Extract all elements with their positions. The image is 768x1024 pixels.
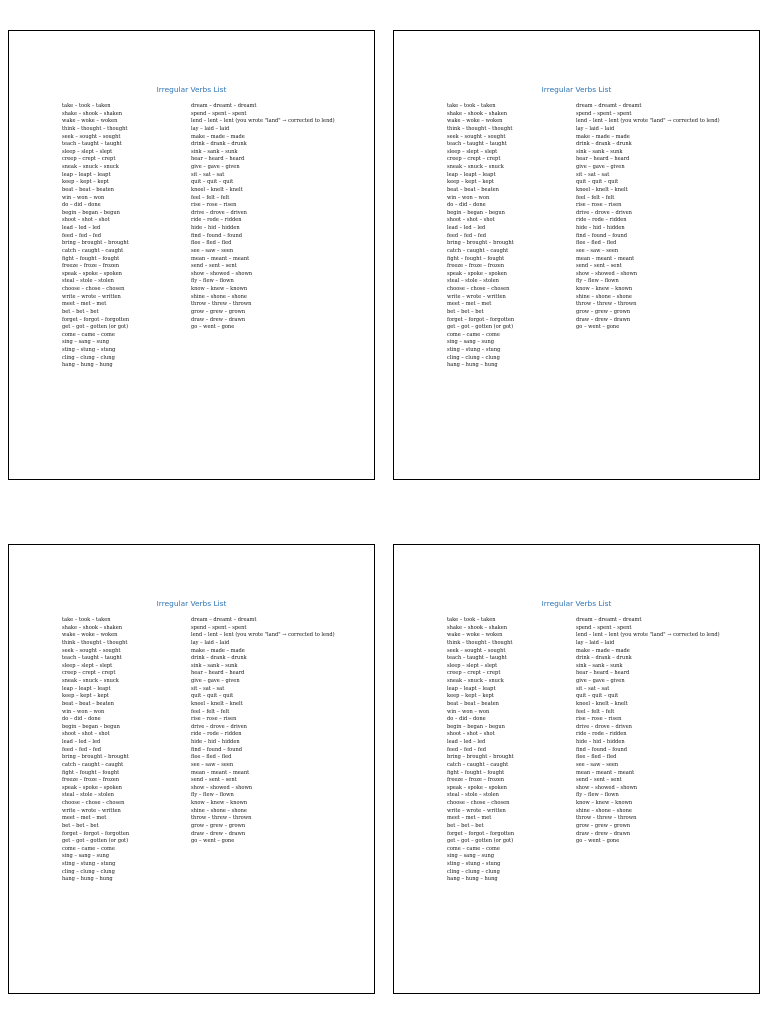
verb-form-entry: fight – fought – fought xyxy=(62,255,120,262)
verb-form-entry: send – sent – sent xyxy=(191,263,237,270)
verb-form-entry: grow – grew – grown xyxy=(191,308,246,315)
verb-form-entry: sleep – slept – slept xyxy=(62,148,113,155)
verb-form-entry: meet – met – met xyxy=(447,815,492,822)
verb-form-entry: bring – brought – brought xyxy=(62,754,129,761)
verb-form-entry: choose – chose – chosen xyxy=(447,800,510,806)
verb-form-entry: mean – meant – meant xyxy=(576,255,635,262)
verb-form-entry: dream – dreamt – dreamt xyxy=(576,103,642,109)
verb-form-entry: catch – caught – caught xyxy=(447,247,509,254)
verb-form-entry: leap – leapt – leapt xyxy=(447,171,496,178)
verb-form-entry: keep – kept – kept xyxy=(447,179,494,186)
verb-form-entry: fight – fought – fought xyxy=(447,769,505,776)
verb-form-entry: mean – meant – meant xyxy=(191,255,250,262)
verb-form-entry: leap – leapt – leapt xyxy=(62,685,111,692)
verb-form-entry: mean – meant – meant xyxy=(191,769,250,776)
verb-form-entry: meet – met – met xyxy=(447,301,492,308)
verbs-left-column xyxy=(62,617,129,884)
verb-form-entry: lay – laid – laid xyxy=(576,125,615,132)
verb-form-entry: give – gave – given xyxy=(576,164,625,170)
verb-form-entry: leap – leapt – leapt xyxy=(62,171,111,178)
verb-form-entry: catch – caught – caught xyxy=(447,761,509,768)
verb-form-entry: throw – threw – thrown xyxy=(191,301,252,308)
verb-form-entry: do – did – done xyxy=(62,716,101,723)
verb-form-entry: sneak – snuck – snuck xyxy=(62,678,119,684)
verb-form-entry: feed – fed – fed xyxy=(62,746,102,753)
verb-form-entry: feel – felt – felt xyxy=(576,708,615,715)
verb-form-entry: bring – brought – brought xyxy=(447,240,514,247)
verb-form-entry: freeze – froze – frozen xyxy=(62,777,120,784)
verb-form-entry: flee – fled – fled xyxy=(191,240,232,247)
verb-form-entry: see – saw – seen xyxy=(576,247,619,254)
verb-form-entry: shoot – shot – shot xyxy=(447,731,495,738)
verb-form-entry: see – saw – seen xyxy=(191,761,234,768)
verb-form-entry: bet – bet – bet xyxy=(447,308,484,315)
verb-form-entry: sneak – snuck – snuck xyxy=(447,164,504,170)
verb-form-entry: teach – taught – taught xyxy=(62,655,122,662)
verb-form-entry: hide – hid – hidden xyxy=(576,739,625,745)
verb-form-entry: shake – shook – shaken xyxy=(447,110,508,117)
verbs-left-column xyxy=(447,103,514,370)
verb-form-entry: shoot – shot – shot xyxy=(62,217,110,224)
verb-form-entry: hang – hung – hung xyxy=(447,876,498,883)
verb-form-entry: speak – spoke – spoken xyxy=(62,784,122,791)
verb-form-entry: kneel – knelt – knelt xyxy=(191,186,243,193)
verb-form-entry: shoot – shot – shot xyxy=(447,217,495,224)
verb-form-entry: ride – rode – ridden xyxy=(576,217,627,224)
verb-form-entry: sting – stung – stung xyxy=(62,861,116,867)
verb-form-entry: draw – drew – drawn xyxy=(576,830,631,837)
verb-form-entry: mean – meant – meant xyxy=(576,769,635,776)
verb-form-entry: keep – kept – kept xyxy=(447,693,494,700)
verb-form-entry: shake – shook – shaken xyxy=(62,110,123,117)
verb-form-entry: speak – spoke – spoken xyxy=(62,270,122,277)
verb-form-entry: drink – drank – drunk xyxy=(576,141,632,148)
document-title: Irregular Verbs List xyxy=(541,599,612,608)
verb-form-entry: rise – rose – risen xyxy=(191,202,237,209)
verb-form-entry: lay – laid – laid xyxy=(576,639,615,646)
verb-form-entry: drink – drank – drunk xyxy=(191,655,247,662)
verb-form-entry: feed – fed – fed xyxy=(447,746,487,753)
verb-form-entry: take – took – taken xyxy=(62,617,111,623)
document-page-1 xyxy=(8,30,375,480)
verb-form-entry: keep – kept – kept xyxy=(62,693,109,700)
verb-form-entry: do – did – done xyxy=(447,202,486,209)
verb-form-entry: find – found – found xyxy=(191,746,243,753)
verb-form-entry: seek – sought – sought xyxy=(62,133,121,140)
verb-form-entry: forget – forgot – forgotten xyxy=(62,830,130,837)
verb-form-entry: flee – fled – fled xyxy=(576,754,617,761)
verb-form-entry: get – got – gotten (or got) xyxy=(447,324,514,331)
verb-form-entry: come – came – come xyxy=(447,331,500,338)
verb-form-entry: write – wrote – written xyxy=(447,293,506,300)
verbs-left-column xyxy=(447,617,514,884)
verb-form-entry: send – sent – sent xyxy=(576,263,622,270)
verb-form-entry: go – went – gone xyxy=(576,838,620,845)
verb-form-entry: shake – shook – shaken xyxy=(447,624,508,631)
verb-form-entry: feel – felt – felt xyxy=(191,708,230,715)
verb-form-entry: creep – crept – crept xyxy=(62,670,116,677)
verb-form-entry: grow – grew – grown xyxy=(576,822,631,829)
verb-form-entry: sneak – snuck – snuck xyxy=(447,678,504,684)
verbs-right-column xyxy=(191,103,341,332)
verb-form-entry: beat – beat – beaten xyxy=(447,186,499,193)
verb-form-entry: lay – laid – laid xyxy=(191,125,230,132)
verb-form-entry: sting – stung – stung xyxy=(447,347,501,353)
verb-form-entry: show – showed – shown xyxy=(576,784,638,791)
verb-form-entry: hang – hung – hung xyxy=(447,362,498,369)
verb-form-entry: go – went – gone xyxy=(191,324,235,331)
verb-form-entry: hide – hid – hidden xyxy=(191,225,240,231)
verb-form-entry: choose – chose – chosen xyxy=(447,286,510,292)
verb-form-entry: do – did – done xyxy=(62,202,101,209)
verb-form-entry: steal – stole – stolen xyxy=(447,278,499,285)
verb-form-entry: steal – stole – stolen xyxy=(447,792,499,799)
verb-form-entry: dream – dreamt – dreamt xyxy=(576,617,642,623)
verb-form-entry: sink – sank – sunk xyxy=(191,662,238,669)
verb-form-entry: sing – sang – sung xyxy=(447,339,494,346)
verb-form-entry: know – knew – known xyxy=(576,286,633,292)
verb-form-entry: shine – shone – shone xyxy=(191,807,247,814)
verb-form-entry: seek – sought – sought xyxy=(62,647,121,654)
verb-form-entry: make – made – made xyxy=(191,647,245,654)
verb-form-entry: sleep – slept – slept xyxy=(447,148,498,155)
verb-form-entry: seek – sought – sought xyxy=(447,647,506,654)
verb-form-entry: lay – laid – laid xyxy=(191,639,230,646)
verb-form-entry: forget – forgot – forgotten xyxy=(447,830,515,837)
verb-form-entry: meet – met – met xyxy=(62,301,107,308)
verb-form-entry: lead – led – led xyxy=(447,225,486,231)
verb-form-entry: choose – chose – chosen xyxy=(62,286,125,292)
verb-form-entry: begin – began – begun xyxy=(62,209,120,216)
verb-form-entry: drink – drank – drunk xyxy=(576,655,632,662)
verb-form-entry: sneak – snuck – snuck xyxy=(62,164,119,170)
verb-form-entry: shine – shone – shone xyxy=(576,293,632,300)
verbs-right-column xyxy=(576,617,726,846)
verb-form-entry: send – sent – sent xyxy=(191,777,237,784)
verb-form-entry: think – thought – thought xyxy=(62,639,128,646)
verb-form-entry: forget – forgot – forgotten xyxy=(447,316,515,323)
verb-form-entry: make – made – made xyxy=(576,133,630,140)
verb-form-entry: cling – clung – clung xyxy=(62,354,115,361)
verb-form-entry: hide – hid – hidden xyxy=(191,739,240,745)
verb-form-entry: dream – dreamt – dreamt xyxy=(191,617,257,623)
verb-form-entry: bet – bet – bet xyxy=(447,822,484,829)
verb-form-entry: meet – met – met xyxy=(62,815,107,822)
verb-form-entry: write – wrote – written xyxy=(62,807,121,814)
document-page-3 xyxy=(8,544,375,994)
verb-form-entry: bring – brought – brought xyxy=(447,754,514,761)
verb-form-entry: win – won – won xyxy=(447,708,490,715)
verb-form-entry: wake – woke – woken xyxy=(447,632,503,639)
verb-form-entry: sleep – slept – slept xyxy=(447,662,498,669)
document-title: Irregular Verbs List xyxy=(156,85,227,94)
verb-form-entry: kneel – knelt – knelt xyxy=(191,700,243,707)
verb-form-entry: sit – sat – sat xyxy=(576,685,610,692)
verb-form-entry: steal – stole – stolen xyxy=(62,792,114,799)
verb-form-entry: flee – fled – fled xyxy=(576,240,617,247)
verb-form-entry: beat – beat – beaten xyxy=(62,700,114,707)
verb-form-entry: hang – hung – hung xyxy=(62,362,113,369)
verbs-right-column xyxy=(576,103,726,332)
verb-form-entry: keep – kept – kept xyxy=(62,179,109,186)
verb-form-entry: give – gave – given xyxy=(191,164,240,170)
verb-form-entry: creep – crept – crept xyxy=(447,670,501,677)
verb-form-entry: spend – spent – spent xyxy=(191,624,247,631)
verb-form-entry: freeze – froze – frozen xyxy=(447,263,505,270)
verb-form-entry: sing – sang – sung xyxy=(447,853,494,860)
verb-form-entry: teach – taught – taught xyxy=(447,141,507,148)
verb-form-entry: sting – stung – stung xyxy=(447,861,501,867)
verb-form-entry: see – saw – seen xyxy=(191,247,234,254)
verb-form-entry: feel – felt – felt xyxy=(191,194,230,201)
verb-form-entry: sink – sank – sunk xyxy=(576,148,623,155)
verb-form-entry: freeze – froze – frozen xyxy=(447,777,505,784)
verb-form-entry: see – saw – seen xyxy=(576,761,619,768)
verb-form-entry: give – gave – given xyxy=(191,678,240,684)
verb-form-entry: lend – lent – lent (you wrote "land" → corrected to lend) xyxy=(191,118,335,125)
verb-form-entry: shake – shook – shaken xyxy=(62,624,123,631)
verb-form-entry: grow – grew – grown xyxy=(191,822,246,829)
verb-form-entry: know – knew – known xyxy=(191,800,248,806)
verb-form-entry: lend – lent – lent (you wrote "land" → corrected to lend) xyxy=(576,632,720,639)
verb-form-entry: ride – rode – ridden xyxy=(191,217,242,224)
verb-form-entry: sink – sank – sunk xyxy=(576,662,623,669)
verb-form-entry: begin – began – begun xyxy=(447,723,505,730)
verb-form-entry: rise – rose – risen xyxy=(576,716,622,723)
verbs-left-column xyxy=(62,103,129,370)
verb-form-entry: seek – sought – sought xyxy=(447,133,506,140)
verb-form-entry: dream – dreamt – dreamt xyxy=(191,103,257,109)
verb-form-entry: win – won – won xyxy=(62,708,105,715)
verb-form-entry: shine – shone – shone xyxy=(576,807,632,814)
verb-form-entry: drive – drove – driven xyxy=(191,209,247,216)
verb-form-entry: find – found – found xyxy=(576,232,628,239)
verb-form-entry: creep – crept – crept xyxy=(62,156,116,163)
verb-form-entry: write – wrote – written xyxy=(62,293,121,300)
verb-form-entry: show – showed – shown xyxy=(191,784,253,791)
verb-form-entry: rise – rose – risen xyxy=(191,716,237,723)
verb-form-entry: lead – led – led xyxy=(62,739,101,745)
verb-form-entry: shine – shone – shone xyxy=(191,293,247,300)
verb-form-entry: quit – quit – quit xyxy=(576,179,619,186)
verb-form-entry: sting – stung – stung xyxy=(62,347,116,353)
verb-form-entry: find – found – found xyxy=(576,746,628,753)
verb-form-entry: hide – hid – hidden xyxy=(576,225,625,231)
verb-form-entry: write – wrote – written xyxy=(447,807,506,814)
verb-form-entry: know – knew – known xyxy=(576,800,633,806)
verb-form-entry: take – took – taken xyxy=(447,617,496,623)
verb-form-entry: come – came – come xyxy=(62,845,115,852)
verb-form-entry: bet – bet – bet xyxy=(62,308,99,315)
verb-form-entry: drive – drove – driven xyxy=(191,723,247,730)
verb-form-entry: get – got – gotten (or got) xyxy=(62,324,129,331)
verb-form-entry: go – went – gone xyxy=(576,324,620,331)
verb-form-entry: do – did – done xyxy=(447,716,486,723)
verb-form-entry: come – came – come xyxy=(62,331,115,338)
verb-form-entry: feel – felt – felt xyxy=(576,194,615,201)
verb-form-entry: grow – grew – grown xyxy=(576,308,631,315)
verb-form-entry: steal – stole – stolen xyxy=(62,278,114,285)
verb-form-entry: quit – quit – quit xyxy=(191,693,234,700)
verb-form-entry: go – went – gone xyxy=(191,838,235,845)
verb-form-entry: flee – fled – fled xyxy=(191,754,232,761)
verb-form-entry: catch – caught – caught xyxy=(62,247,124,254)
document-page-2 xyxy=(393,30,760,480)
document-title: Irregular Verbs List xyxy=(156,599,227,608)
verb-form-entry: show – showed – shown xyxy=(191,270,253,277)
verb-form-entry: forget – forgot – forgotten xyxy=(62,316,130,323)
verb-form-entry: make – made – made xyxy=(191,133,245,140)
verb-form-entry: ride – rode – ridden xyxy=(191,731,242,738)
verb-form-entry: sit – sat – sat xyxy=(191,171,225,178)
verb-form-entry: lend – lent – lent (you wrote "land" → corrected to lend) xyxy=(191,632,335,639)
verb-form-entry: make – made – made xyxy=(576,647,630,654)
verb-form-entry: wake – woke – woken xyxy=(62,118,118,125)
verb-form-entry: sleep – slept – slept xyxy=(62,662,113,669)
verb-form-entry: sink – sank – sunk xyxy=(191,148,238,155)
verb-form-entry: wake – woke – woken xyxy=(62,632,118,639)
verb-form-entry: creep – crept – crept xyxy=(447,156,501,163)
verb-form-entry: drive – drove – driven xyxy=(576,209,632,216)
verb-form-entry: know – knew – known xyxy=(191,286,248,292)
verb-form-entry: show – showed – shown xyxy=(576,270,638,277)
verb-form-entry: sit – sat – sat xyxy=(191,685,225,692)
verb-form-entry: catch – caught – caught xyxy=(62,761,124,768)
verb-form-entry: spend – spent – spent xyxy=(576,110,632,117)
verb-form-entry: draw – drew – drawn xyxy=(191,830,246,837)
verb-form-entry: kneel – knelt – knelt xyxy=(576,700,628,707)
verb-form-entry: think – thought – thought xyxy=(447,125,513,132)
verb-form-entry: beat – beat – beaten xyxy=(447,700,499,707)
verb-form-entry: begin – began – begun xyxy=(62,723,120,730)
verb-form-entry: drive – drove – driven xyxy=(576,723,632,730)
verb-form-entry: begin – began – begun xyxy=(447,209,505,216)
verb-form-entry: speak – spoke – spoken xyxy=(447,784,507,791)
verb-form-entry: cling – clung – clung xyxy=(62,868,115,875)
verb-form-entry: fly – flew – flown xyxy=(576,792,619,799)
verb-form-entry: hear – heard – heard xyxy=(191,670,245,677)
verb-form-entry: fight – fought – fought xyxy=(62,769,120,776)
verb-form-entry: rise – rose – risen xyxy=(576,202,622,209)
verb-form-entry: cling – clung – clung xyxy=(447,868,500,875)
verb-form-entry: fly – flew – flown xyxy=(576,278,619,285)
verb-form-entry: fly – flew – flown xyxy=(191,792,234,799)
verb-form-entry: sit – sat – sat xyxy=(576,171,610,178)
verb-form-entry: teach – taught – taught xyxy=(62,141,122,148)
verb-form-entry: think – thought – thought xyxy=(447,639,513,646)
verb-form-entry: get – got – gotten (or got) xyxy=(62,838,129,845)
verb-form-entry: bet – bet – bet xyxy=(62,822,99,829)
verb-form-entry: throw – threw – thrown xyxy=(191,815,252,822)
verb-form-entry: hear – heard – heard xyxy=(576,156,630,163)
verb-form-entry: get – got – gotten (or got) xyxy=(447,838,514,845)
verb-form-entry: choose – chose – chosen xyxy=(62,800,125,806)
verb-form-entry: draw – drew – drawn xyxy=(191,316,246,323)
verb-form-entry: shoot – shot – shot xyxy=(62,731,110,738)
verb-form-entry: hear – heard – heard xyxy=(576,670,630,677)
verb-form-entry: quit – quit – quit xyxy=(191,179,234,186)
document-page-4 xyxy=(393,544,760,994)
verb-form-entry: send – sent – sent xyxy=(576,777,622,784)
verb-form-entry: feed – fed – fed xyxy=(62,232,102,239)
verb-form-entry: lead – led – led xyxy=(447,739,486,745)
verb-form-entry: find – found – found xyxy=(191,232,243,239)
verb-form-entry: freeze – froze – frozen xyxy=(62,263,120,270)
verb-form-entry: speak – spoke – spoken xyxy=(447,270,507,277)
verb-form-entry: lend – lent – lent (you wrote "land" → corrected to lend) xyxy=(576,118,720,125)
verb-form-entry: sing – sang – sung xyxy=(62,853,109,860)
verb-form-entry: spend – spent – spent xyxy=(191,110,247,117)
verb-form-entry: lead – led – led xyxy=(62,225,101,231)
verb-form-entry: quit – quit – quit xyxy=(576,693,619,700)
verb-form-entry: win – won – won xyxy=(62,194,105,201)
verb-form-entry: drink – drank – drunk xyxy=(191,141,247,148)
verb-form-entry: leap – leapt – leapt xyxy=(447,685,496,692)
verb-form-entry: throw – threw – thrown xyxy=(576,301,637,308)
verb-form-entry: fight – fought – fought xyxy=(447,255,505,262)
verb-form-entry: spend – spent – spent xyxy=(576,624,632,631)
verb-form-entry: feed – fed – fed xyxy=(447,232,487,239)
verb-form-entry: cling – clung – clung xyxy=(447,354,500,361)
verb-form-entry: wake – woke – woken xyxy=(447,118,503,125)
verb-form-entry: take – took – taken xyxy=(447,103,496,109)
verb-form-entry: kneel – knelt – knelt xyxy=(576,186,628,193)
verb-form-entry: beat – beat – beaten xyxy=(62,186,114,193)
verb-form-entry: come – came – come xyxy=(447,845,500,852)
verb-form-entry: bring – brought – brought xyxy=(62,240,129,247)
verb-form-entry: give – gave – given xyxy=(576,678,625,684)
document-title: Irregular Verbs List xyxy=(541,85,612,94)
verb-form-entry: draw – drew – drawn xyxy=(576,316,631,323)
verb-form-entry: think – thought – thought xyxy=(62,125,128,132)
verb-form-entry: teach – taught – taught xyxy=(447,655,507,662)
verb-form-entry: sing – sang – sung xyxy=(62,339,109,346)
verbs-right-column xyxy=(191,617,341,846)
verb-form-entry: take – took – taken xyxy=(62,103,111,109)
verb-form-entry: win – won – won xyxy=(447,194,490,201)
verb-form-entry: hear – heard – heard xyxy=(191,156,245,163)
verb-form-entry: hang – hung – hung xyxy=(62,876,113,883)
verb-form-entry: fly – flew – flown xyxy=(191,278,234,285)
verb-form-entry: ride – rode – ridden xyxy=(576,731,627,738)
verb-form-entry: throw – threw – thrown xyxy=(576,815,637,822)
